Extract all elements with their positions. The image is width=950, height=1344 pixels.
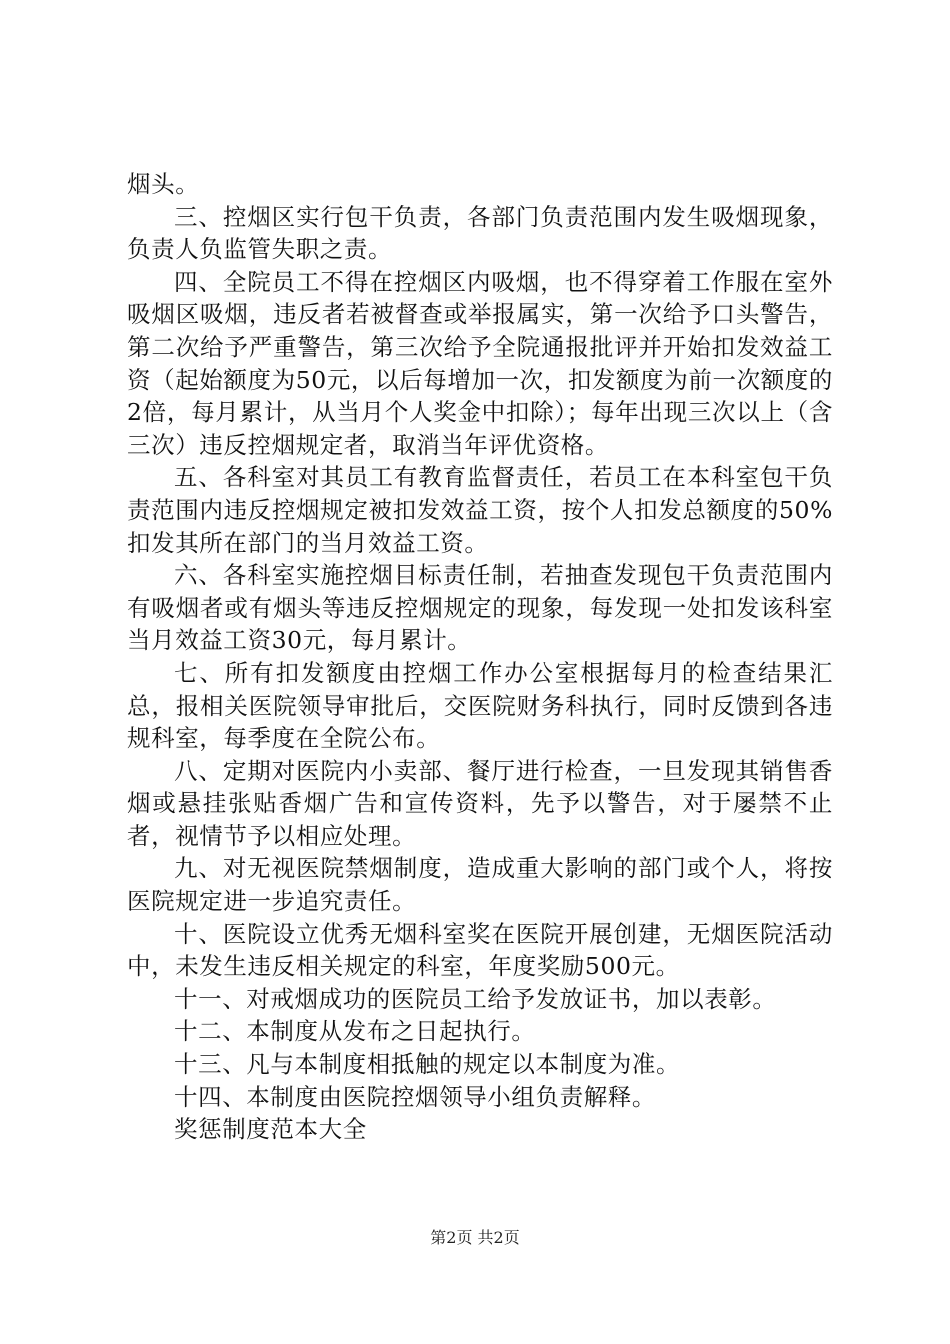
page-footer: [0, 1228, 950, 1248]
paragraph-item-12: 十二、本制度从发布之日起执行。: [174, 1017, 536, 1046]
paragraph-continuation: 烟头。: [127, 170, 200, 198]
paragraph-item-8: 八、定期对医院内小卖部、餐厅进行检查，一旦发现其销售香烟或悬挂张贴香烟广告和宣传资料，先予以警告，对于屡禁不止者，视情节予以相应处理。: [127, 756, 833, 850]
paragraph-item-9: 九、对无视医院禁烟制度，造成重大影响的部门或个人，将按医院规定进一步追究责任。: [127, 854, 833, 916]
paragraph-item-14: 十四、本制度由医院控烟领导小组负责解释。: [174, 1082, 656, 1111]
paragraph-item-3: 三、控烟区实行包干负责，各部门负责范围内发生吸烟现象，负责人负监管失职之责。: [127, 202, 833, 264]
paragraph-item-4: 四、全院员工不得在控烟区内吸烟，也不得穿着工作服在室外吸烟区吸烟，违反者若被督查或举报属实，第一次给予口头警告，第二次给予严重警告，第三次给予全院通报批评并开始扣发效益工资（起始额度为50元，以后每增加一次，扣发额度为前一次额度的2倍，每月累计，从当月个人奖金中扣除）；每年出现三次以上（含三次）违反控烟规定者，取消当年评优资格。: [127, 267, 833, 459]
paragraph-item-7: 七、所有扣发额度由控烟工作办公室根据每月的检查结果汇总，报相关医院领导审批后，交医院财务科执行，同时反馈到各违规科室，每季度在全院公布。: [127, 658, 833, 753]
paragraph-item-6: 六、各科室实施控烟目标责任制，若抽查发现包干负责范围内有吸烟者或有烟头等违反控烟规定的现象，每发现一处扣发该科室当月效益工资30元，每月累计。: [127, 561, 833, 655]
page-number-label: 第2页 共2页: [430, 1228, 520, 1247]
document-body: [127, 168, 833, 1146]
paragraph-item-11: 十一、对戒烟成功的医院员工给予发放证书，加以表彰。: [174, 984, 777, 1013]
closing-title: 奖惩制度范本大全: [174, 1115, 367, 1144]
paragraph-item-5: 五、各科室对其员工有教育监督责任，若员工在本科室包干负责范围内违反控烟规定被扣发效益工资，按个人扣发总额度的50%扣发其所在部门的当月效益工资。: [127, 463, 833, 557]
paragraph-item-13: 十三、凡与本制度相抵触的规定以本制度为准。: [174, 1050, 681, 1079]
paragraph-item-10: 十、医院设立优秀无烟科室奖在医院开展创建，无烟医院活动中，未发生违反相关规定的科室，年度奖励500元。: [127, 919, 833, 981]
